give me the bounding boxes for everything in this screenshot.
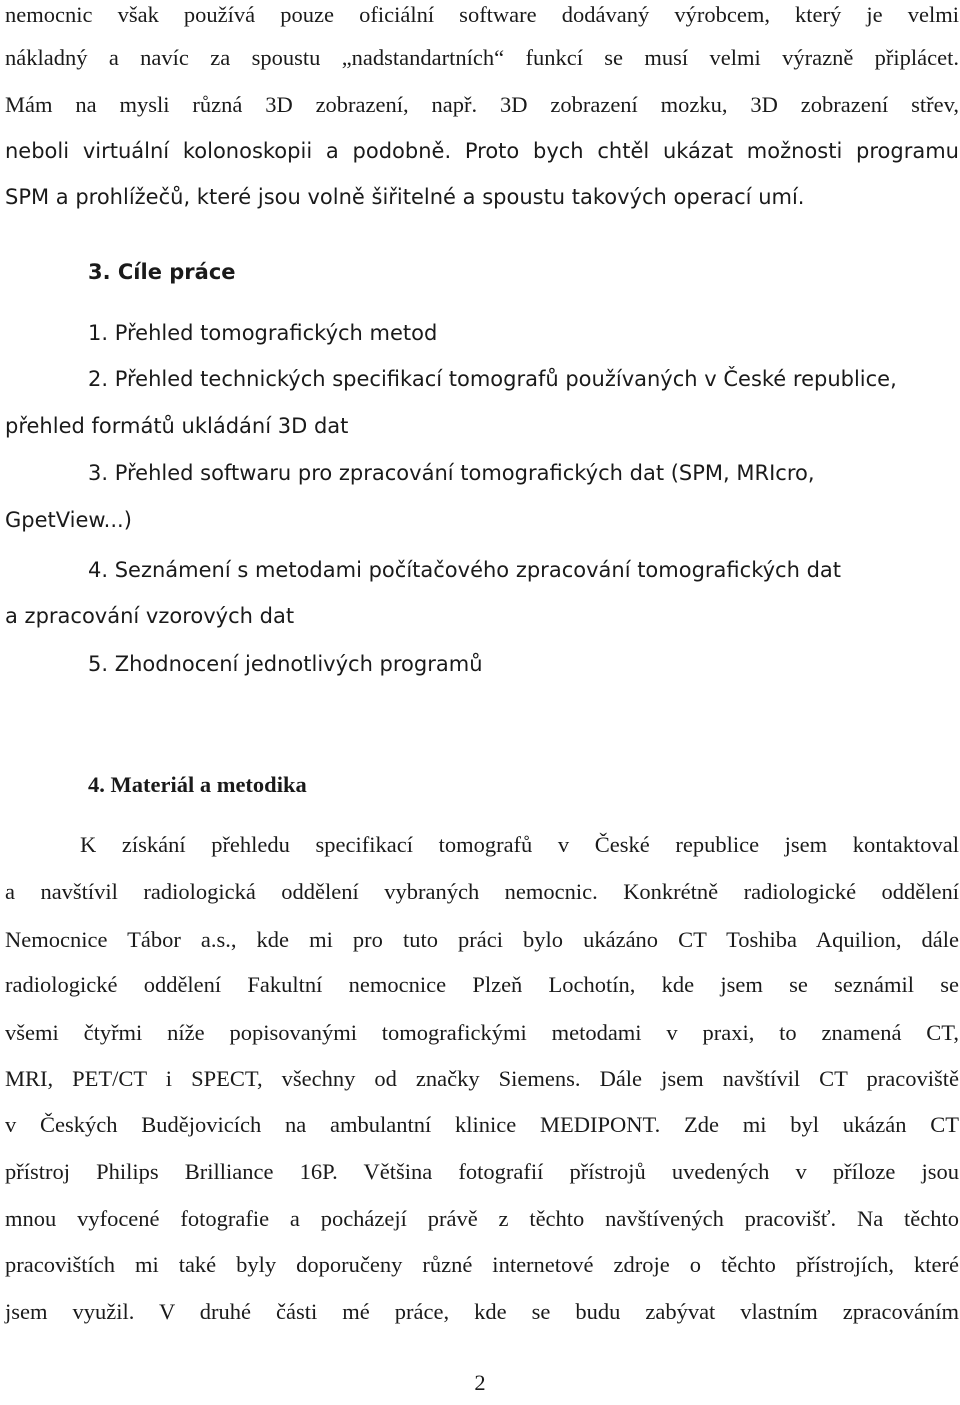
methods-line: všemi čtyřmi níže popisovanými tomografickými metodami v praxi, to znamená CT, [5, 1020, 959, 1045]
methods-line: v Českých Budějovicích na ambulantní klinice MEDIPONT. Zde mi byl ukázán CT [5, 1112, 959, 1137]
methods-line: Nemocnice Tábor a.s., kde mi pro tuto práci bylo ukázáno CT Toshiba Aquilion, dále [5, 927, 959, 952]
goal-item: 1. Přehled tomografických metod [88, 321, 438, 345]
goal-item: GpetView...) [5, 508, 132, 532]
methods-line: MRI, PET/CT i SPECT, všechny od značky Siemens. Dále jsem navštívil CT pracoviště [5, 1066, 959, 1091]
methods-line: radiologické oddělení Fakultní nemocnice Plzeň Lochotín, kde jsem se seznámil se [5, 972, 959, 997]
section-heading-methods: 4. Materiál a metodika [88, 772, 307, 797]
methods-line: K získání přehledu specifikací tomografů v České republice jsem kontaktoval [80, 832, 959, 857]
goal-item: a zpracování vzorových dat [5, 604, 295, 628]
methods-line: pracovištích mi také byly doporučeny různé internetové zdroje o těchto přístrojích, které [5, 1252, 959, 1277]
goal-item: 2. Přehled technických specifikací tomografů používaných v České republice, [88, 367, 897, 391]
goal-item: 4. Seznámení s metodami počítačového zpracování tomografických dat [88, 558, 841, 582]
methods-line: mnou vyfocené fotografie a pocházejí právě z těchto navštívených pracovišť. Na těchto [5, 1206, 959, 1231]
intro-line: nemocnic však používá pouze oficiální software dodávaný výrobcem, který je velmi [5, 2, 959, 27]
goal-item: 5. Zhodnocení jednotlivých programů [88, 652, 483, 676]
goal-item: 3. Přehled softwaru pro zpracování tomografických dat (SPM, MRIcro, [88, 461, 815, 485]
methods-line: jsem využil. V druhé části mé práce, kde se budu zabývat vlastním zpracováním [5, 1299, 959, 1324]
page-number: 2 [474, 1370, 486, 1395]
intro-line: nákladný a navíc za spoustu „nadstandartních“ funkcí se musí velmi výrazně připlácet. [5, 45, 959, 70]
intro-line: neboli virtuální kolonoskopii a podobně. Proto bych chtěl ukázat možnosti programu [5, 139, 959, 163]
methods-line: a navštívil radiologická oddělení vybraných nemocnic. Konkrétně radiologické oddělení [5, 879, 959, 904]
intro-line: Mám na mysli různá 3D zobrazení, např. 3D zobrazení mozku, 3D zobrazení střev, [5, 92, 959, 117]
methods-line: přístroj Philips Brilliance 16P. Většina fotografií přístrojů uvedených v příloze jsou [5, 1159, 959, 1184]
goal-item: přehled formátů ukládání 3D dat [5, 414, 349, 438]
section-heading-goals: 3. Cíle práce [88, 260, 236, 284]
intro-line: SPM a prohlížečů, které jsou volně šiřitelné a spoustu takových operací umí. [5, 185, 805, 209]
